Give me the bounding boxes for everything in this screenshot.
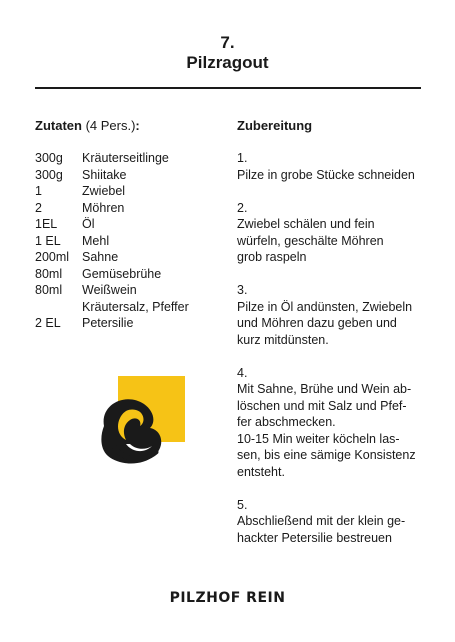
ingredient-row [35,266,225,283]
recipe-number: 7. [220,33,235,52]
step-text-line: sen, bis eine sämige Konsistenz [237,448,416,462]
ingredient-quantity [35,299,82,316]
step-text-line: hackter Petersilie bestreuen [237,530,392,545]
ingredient-name: Petersilie [82,316,134,330]
step-text-line: 10-15 Min weiter köcheln las- [237,431,400,446]
ingredient-quantity: 2 [35,200,42,215]
step-number: 4. [237,365,248,380]
ingredient-quantity: 200ml [35,250,70,264]
step-text-line: grob raspeln [237,250,307,264]
ingredient-name: Zwiebel [82,184,126,198]
ingredient-name: Shiitake [82,167,127,182]
ingredient-name: Öl [82,217,95,231]
step-text-line: würfeln, geschälte Möhren [237,233,384,248]
step-number: 5. [237,497,248,512]
step-text-line: entsteht. [237,464,285,479]
preparation-step [237,497,427,547]
ingredient-name: Sahne [82,250,119,264]
step-text-line: und Möhren dazu geben und [237,316,397,330]
ingredient-quantity: 300g [35,167,63,182]
step-number: 2. [237,200,248,215]
ingredient-row [35,200,225,217]
preparation-heading: Zubereitung [237,118,313,133]
ingredient-row [35,315,225,332]
step-text-line: Pilze in Öl andünsten, Zwiebeln [237,299,413,314]
ingredient-name: Kräutersalz, Pfeffer [82,299,189,314]
ingredient-quantity: 80ml [35,266,63,281]
ingredient-name: Kräuterseitlinge [82,151,169,165]
ingredient-row [35,249,225,266]
ingredient-quantity: 300g [35,151,63,165]
pilzhof-logo [96,374,186,476]
preparation-step [237,200,427,266]
step-text-line: löschen und mit Salz und Pfef- [237,398,407,413]
ingredients-colon: : [135,118,140,133]
step-text-line: Mit Sahne, Brühe und Wein ab- [237,382,412,396]
brand-footer: PILZHOF REIN [169,590,286,606]
ingredient-quantity: 1 EL [35,233,61,248]
step-number: 1. [237,151,248,165]
step-text-line: kurz mitdünsten. [237,332,329,347]
ingredient-row [35,183,225,200]
ingredients-heading-label: Zutaten [35,118,82,133]
ingredient-row [35,150,225,167]
title-divider [35,87,421,89]
preparation-step [237,365,427,481]
ingredient-row [35,167,225,184]
ingredient-row [35,299,225,316]
ingredient-quantity: 1EL [35,217,58,231]
ingredient-quantity: 1 [35,184,42,198]
ingredients-servings: (4 Pers.) [85,118,136,133]
ingredient-name: Möhren [82,200,125,215]
ingredient-row [35,216,225,233]
ingredient-name: Gemüsebrühe [82,266,162,281]
ingredient-name: Weißwein [82,283,137,297]
ingredient-name: Mehl [82,233,110,248]
ingredients-heading [35,118,140,133]
ingredients-list [35,150,225,332]
preparation-steps [237,150,427,563]
ingredient-quantity: 80ml [35,283,63,297]
step-text-line: Pilze in grobe Stücke schneiden [237,167,415,182]
preparation-step [237,150,427,183]
step-text-line: Abschließend mit der klein ge- [237,514,406,528]
preparation-step [237,282,427,348]
step-text-line: fer abschmecken. [237,415,336,429]
step-number: 3. [237,283,248,297]
ingredient-row [35,233,225,250]
ingredient-quantity: 2 EL [35,316,61,330]
step-text-line: Zwiebel schälen und fein [237,217,375,231]
ingredient-row [35,282,225,299]
recipe-title: Pilzragout [186,53,269,72]
